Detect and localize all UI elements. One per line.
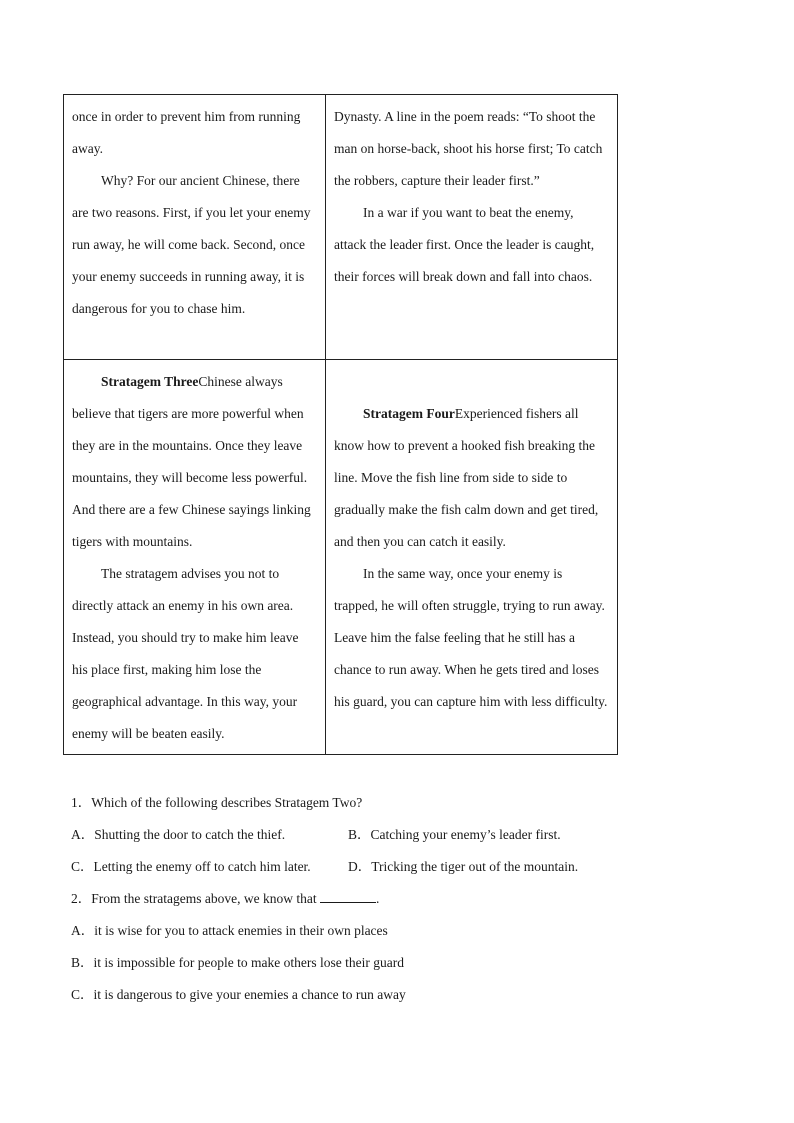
cell-paragraph: Dynasty. A line in the poem reads: “To shoot the man on horse-back, shoot his horse first; To catch the robbers, capture their leader first.”	[334, 109, 603, 188]
table-cell-stratagem-two-end	[326, 95, 618, 360]
cell-paragraph: In a war if you want to beat the enemy, attack the leader first. Once the leader is caught, their forces will break down and fall into chaos.	[334, 205, 595, 284]
option-d: D．Tricking the tiger out of the mountain.	[348, 859, 579, 874]
answer-blank	[320, 888, 376, 903]
table-cell-stratagem-four	[326, 360, 618, 755]
cell-text: Experienced fishers all know how to prevent a hooked fish breaking the line. Move the fish line from side to side to gradually make the fish calm down and get tired, and then you can catch it easily.	[334, 406, 599, 549]
question-2-stem	[71, 883, 631, 915]
question-2-stem-end: .	[375, 891, 380, 906]
cell-paragraph: In the same way, once your enemy is trapped, he will often struggle, trying to run away. Leave him the false feeling that he still has a chance to run away. When he gets tired and loses his guard, you can capture him with less difficulty.	[334, 566, 608, 709]
cell-paragraph	[72, 366, 317, 558]
cell-paragraph	[334, 398, 609, 558]
cell-paragraph: Why? For our ancient Chinese, there are two reasons. First, if you let your enemy run away, he will come back. Second, once your enemy succeeds in running away, it is dangerous for you to chase him.	[72, 173, 311, 316]
cell-paragraph: The stratagem advises you not to directly attack an enemy in his own area. Instead, you should try to make him leave his place first, making him lose the geographical advantage. In this way, your enemy will be beaten easily.	[72, 566, 299, 741]
question-1-options-row	[71, 819, 631, 851]
table-cell-stratagem-three	[64, 360, 326, 755]
table-cell-stratagem-one-end	[64, 95, 326, 360]
stratagem-table	[63, 94, 618, 755]
option-b: B．it is impossible for people to make others lose their guard	[71, 955, 404, 970]
table-row	[64, 360, 618, 755]
question-2-stem-text: 2．From the stratagems above, we know that	[71, 891, 320, 906]
cell-paragraph: once in order to prevent him from running away.	[72, 109, 301, 156]
cell-text: Chinese always believe that tigers are more powerful when they are in the mountains. Once they leave mountains, they will become less powerful. And there are a few Chinese sayings linking tigers with mountains.	[72, 374, 311, 549]
stratagem-heading: Stratagem Three	[101, 374, 199, 389]
option-a: A．Shutting the door to catch the thief.	[71, 827, 286, 842]
question-1-options-row	[71, 851, 631, 883]
table-row	[64, 95, 618, 360]
option-a: A．it is wise for you to attack enemies in their own places	[71, 923, 388, 938]
questions-section	[71, 787, 631, 1011]
stratagem-heading: Stratagem Four	[363, 406, 455, 421]
option-c: C．it is dangerous to give your enemies a chance to run away	[71, 987, 406, 1002]
option-c: C．Letting the enemy off to catch him later.	[71, 859, 311, 874]
option-b: B．Catching your enemy’s leader first.	[348, 827, 561, 842]
question-1-stem: 1．Which of the following describes Stratagem Two?	[71, 795, 363, 810]
